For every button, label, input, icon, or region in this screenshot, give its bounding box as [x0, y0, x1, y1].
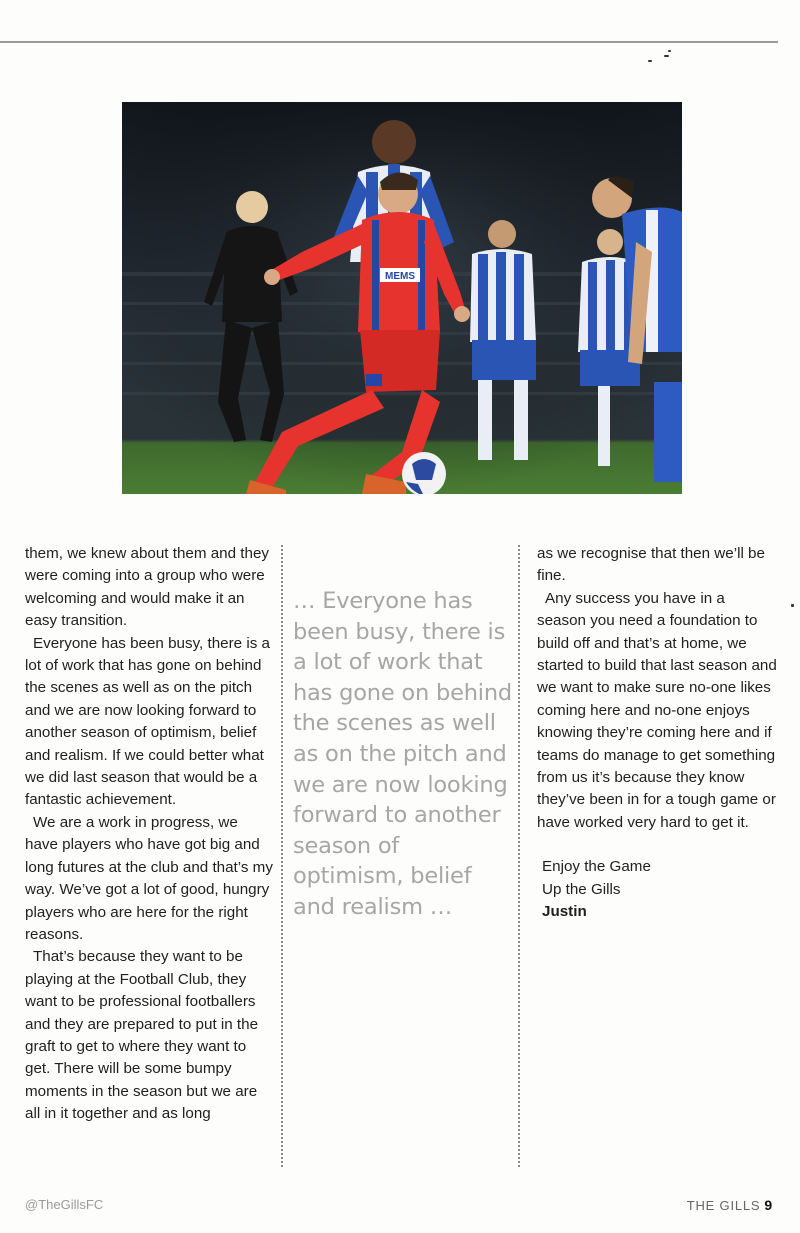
top-rule	[0, 41, 778, 43]
pull-quote: … Everyone has been busy, there is a lot of work that has gone on behind the scenes as well as on the pitch and we are now looking forward to another season of optimism, belief and realism …	[293, 588, 512, 920]
football-match-photo-icon	[122, 102, 682, 494]
column-divider	[281, 545, 283, 1167]
signoff-line: Enjoy the Game	[542, 858, 651, 876]
paragraph: them, we knew about them and they were coming into a group who were welcoming and would make it an easy transition.	[25, 545, 269, 630]
svg-text:MEMS: MEMS	[385, 271, 415, 282]
paragraph: Any success you have in a season you need a foundation to build off and that’s at home, we started to build that last season and we want to make sure no-one likes coming here and no-one enjoys knowing they’re coming here and if teams do manage to get something from us it’s because they know they’ve been in for a tough game or have worked very hard to get it.	[537, 589, 777, 831]
page-footer	[687, 1197, 773, 1213]
signoff-line: Up the Gills	[542, 880, 621, 898]
print-speck	[648, 60, 652, 62]
football-icon	[402, 452, 446, 494]
match-photo	[122, 102, 682, 494]
paragraph: We are a work in progress, we have players who have got big and long futures at the club and that’s my way. We’ve got a lot of good, hungry players who are here for the right reasons.	[25, 813, 273, 943]
paragraph: That’s because they want to be playing at the Football Club, they want to be professional footballers and they are prepared to put in the graft to get to where they want to get. There will be some bumpy moments in the season but we are all in it together and as long	[25, 948, 259, 1123]
paragraph: as we recognise that then we’ll be fine.	[537, 545, 765, 585]
print-speck	[791, 604, 794, 607]
signoff	[537, 856, 777, 923]
print-speck	[664, 55, 669, 57]
paragraph: Everyone has been busy, there is a lot of work that has gone on behind the scenes as well as on the pitch and we are now looking forward to another season of optimism, belief and realism. If we could better what we did last season that would be a fantastic achievement.	[25, 634, 270, 809]
article-column-1	[25, 543, 273, 1126]
print-speck	[668, 50, 671, 52]
twitter-handle: @TheGillsFC	[25, 1197, 104, 1212]
article-column-3	[537, 543, 777, 924]
signoff-name: Justin	[542, 903, 587, 921]
column-divider	[518, 545, 520, 1167]
magazine-name: THE GILLS	[686, 1198, 761, 1213]
page-number: 9	[764, 1197, 773, 1213]
